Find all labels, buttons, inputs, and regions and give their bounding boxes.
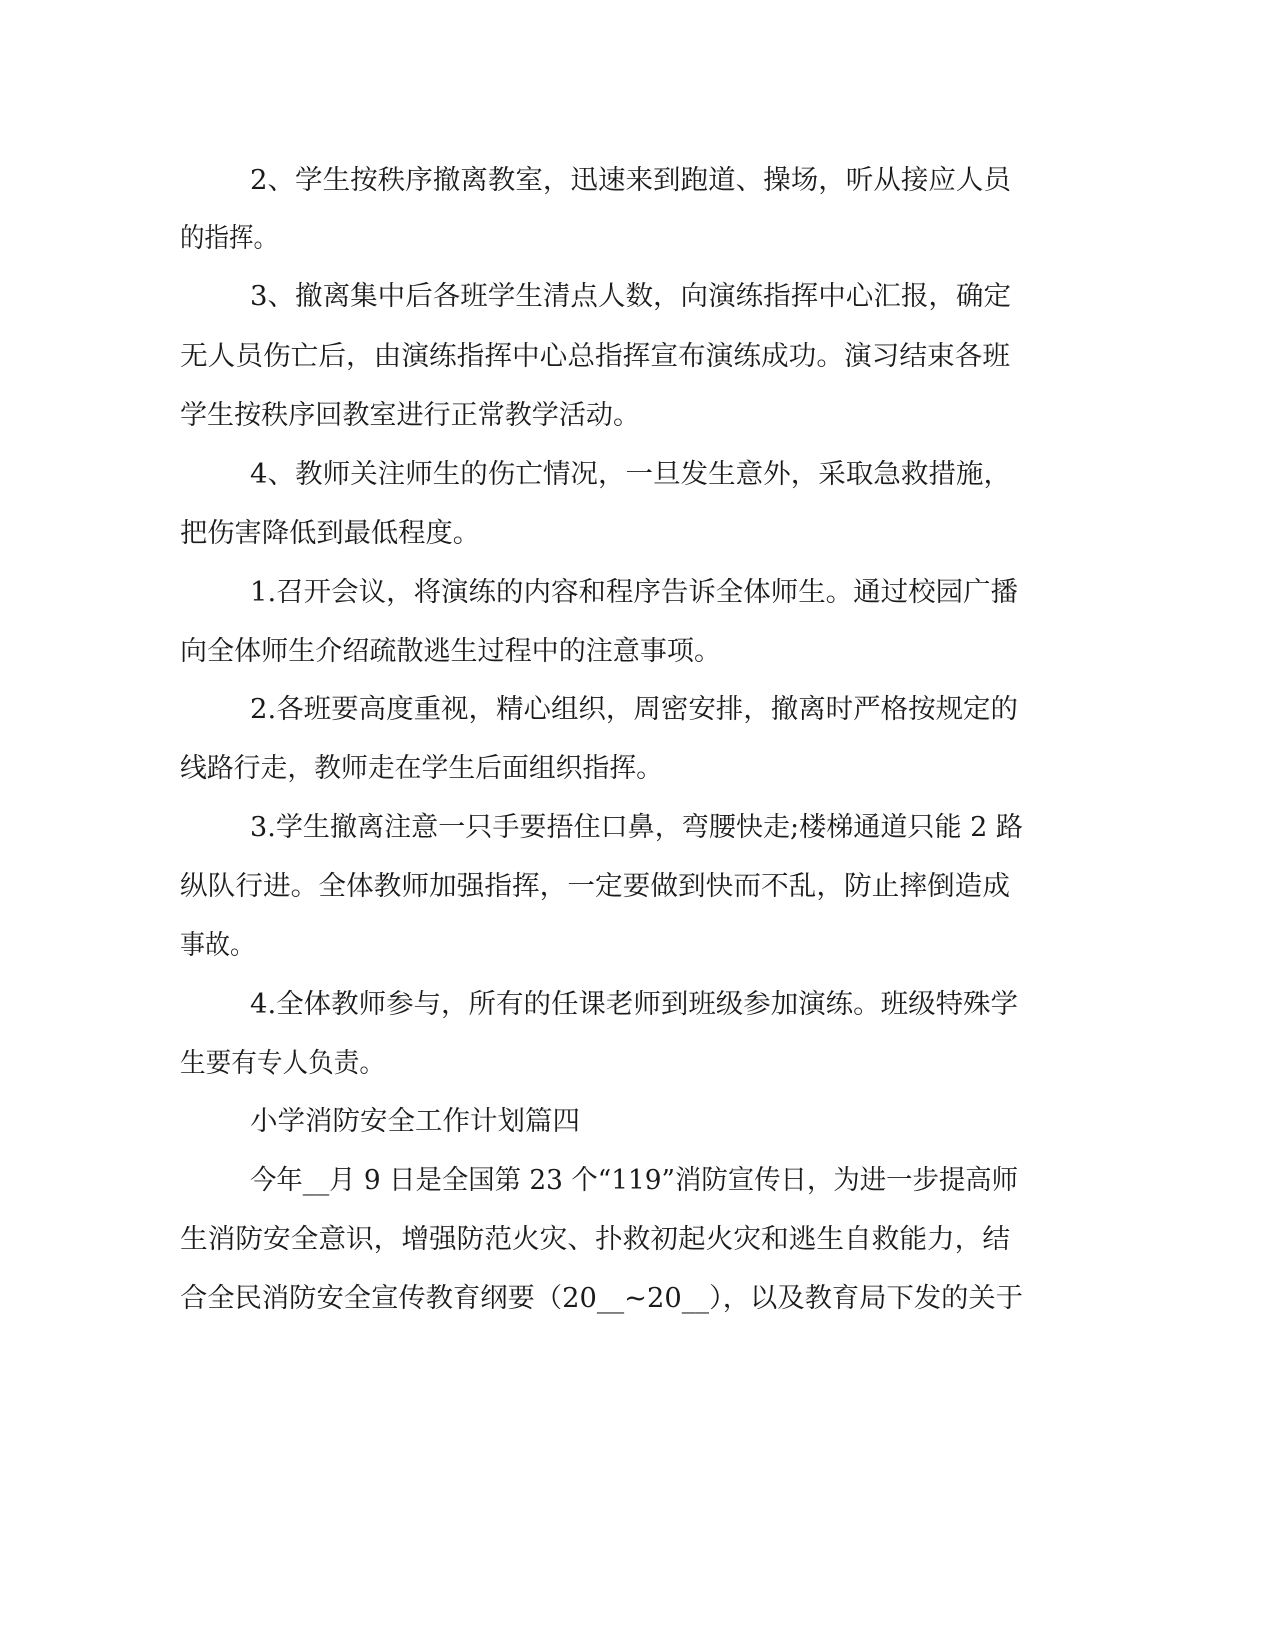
text-line (0, 1034, 1275, 1094)
text-line (0, 1151, 1275, 1211)
text-line (0, 563, 1275, 623)
line-text: 2.各班要高度重视，精心组织，周密安排，撤离时严格按规定的 (250, 694, 1018, 725)
text-line (0, 739, 1275, 799)
line-text: 3、撤离集中后各班学生清点人数，向演练指挥中心汇报，确定 (250, 281, 1011, 312)
text-line (0, 267, 1275, 327)
text-line (0, 1210, 1275, 1270)
text-line (0, 975, 1275, 1035)
line-text: 的指挥。 (180, 223, 278, 254)
line-text: 3.学生撤离注意一只手要捂住口鼻，弯腰快走;楼梯通道只能 2 路 (250, 812, 1023, 843)
text-line (0, 209, 1275, 269)
text-line (0, 680, 1275, 740)
text-line (0, 386, 1275, 446)
line-text: 2、学生按秩序撤离教室，迅速来到跑道、操场，听从接应人员 (250, 165, 1011, 196)
line-text: 纵队行进。全体教师加强指挥，一定要做到快而不乱，防止摔倒造成 (180, 871, 1010, 902)
text-line (0, 504, 1275, 564)
line-text: 把伤害降低到最低程度。 (180, 518, 480, 549)
section-heading-text: 小学消防安全工作计划篇四 (250, 1106, 580, 1137)
text-line (0, 857, 1275, 917)
line-text: 今年__月 9 日是全国第 23 个“119”消防宣传日，为进一步提高师 (250, 1165, 1018, 1196)
text-line (0, 916, 1275, 976)
text-line (0, 327, 1275, 387)
text-line (0, 445, 1275, 505)
text-line (0, 622, 1275, 682)
line-text: 1.召开会议，将演练的内容和程序告诉全体师生。通过校园广播 (250, 577, 1018, 608)
line-text: 生要有专人负责。 (180, 1048, 385, 1079)
line-text: 4、教师关注师生的伤亡情况，一旦发生意外，采取急救措施， (250, 459, 1011, 490)
line-text: 线路行走，教师走在学生后面组织指挥。 (180, 753, 663, 784)
text-line (0, 798, 1275, 858)
line-text: 无人员伤亡后，由演练指挥中心总指挥宣布演练成功。演习结束各班 (180, 341, 1010, 372)
line-text: 学生按秩序回教室进行正常教学活动。 (180, 400, 640, 431)
text-line (0, 1092, 1275, 1152)
line-text: 4.全体教师参与，所有的任课老师到班级参加演练。班级特殊学 (250, 989, 1018, 1020)
line-text: 生消防安全意识，增强防范火灾、扑救初起火灾和逃生自救能力，结 (180, 1224, 1010, 1255)
line-text: 事故。 (180, 930, 255, 961)
text-line (0, 151, 1275, 211)
text-line (0, 1269, 1275, 1329)
line-text: 向全体师生介绍疏散逃生过程中的注意事项。 (180, 636, 721, 667)
line-text: 合全民消防安全宣传教育纲要（20__~20__），以及教育局下发的关于 (180, 1283, 1023, 1314)
